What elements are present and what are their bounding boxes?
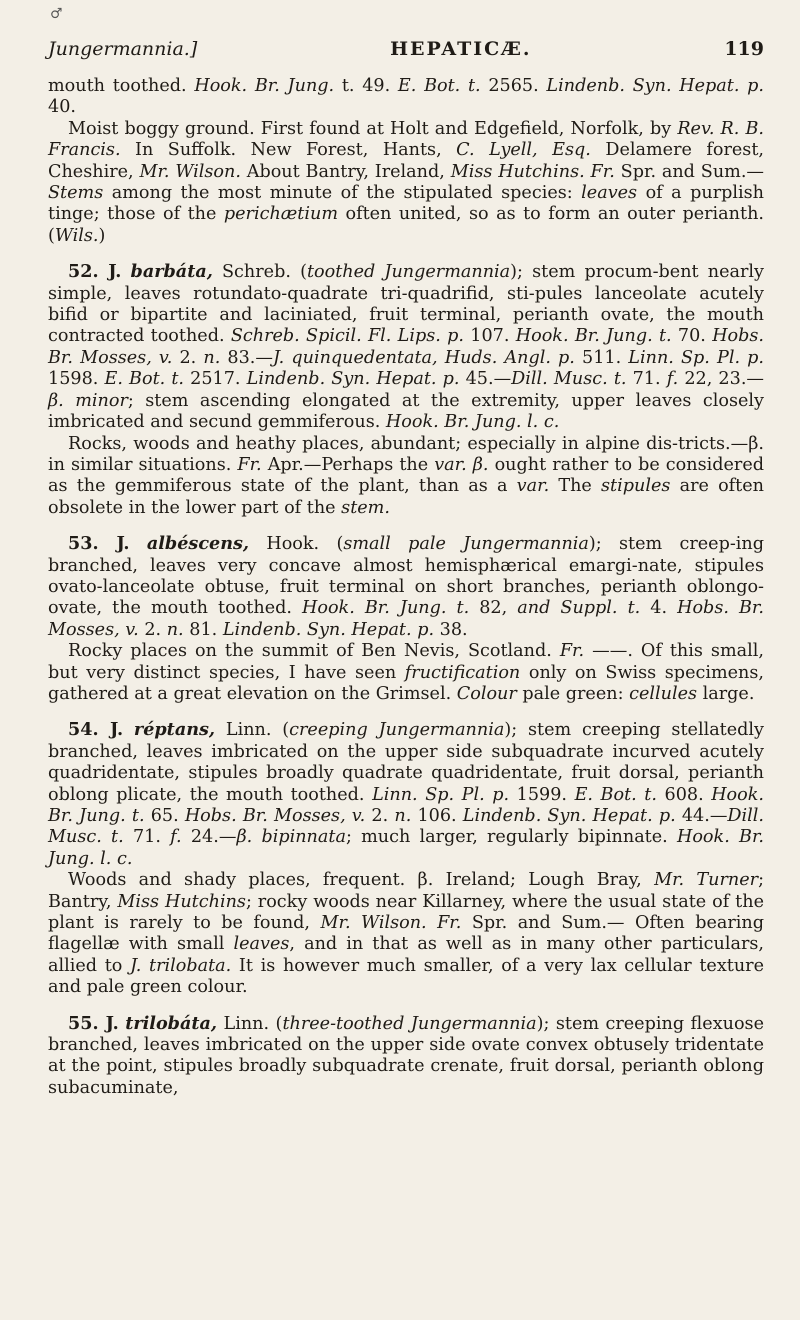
text-segment: mouth toothed.	[48, 76, 195, 96]
page-number: 119	[724, 38, 764, 60]
page-body	[48, 76, 764, 1099]
text-segment	[123, 720, 134, 740]
text-segment: ——. Of this small, but very distinct species, I have seen	[48, 641, 764, 683]
text-segment: large.	[697, 683, 755, 704]
text-segment: Linn. Sp. Pl. p.	[628, 347, 764, 368]
text-segment: 2.	[138, 619, 167, 640]
text-segment: Schreb. Spicil. Fl. Lips. p.	[230, 326, 465, 347]
text-segment: Hook. Br. Jung. t.	[515, 326, 672, 347]
text-segment: toothed Jungermannia	[306, 262, 511, 283]
text-segment: ; stem ascending elongated at the extremity, upper leaves closely imbricated and secund gemmiferous.	[48, 390, 764, 433]
paragraph-mouth	[48, 76, 764, 119]
text-segment: C. Lyell, Esq.	[456, 140, 591, 161]
text-segment: , and in that as well as in many other particulars, allied to	[48, 934, 764, 976]
text-segment	[121, 262, 130, 282]
text-segment: var.	[516, 476, 550, 497]
paragraph-55	[48, 1013, 764, 1100]
margin-mark: ♂	[50, 6, 63, 22]
text-segment: 53. J.	[68, 533, 130, 555]
text-segment: β. minor	[48, 390, 128, 411]
text-segment: Hook. Br. Jung. t.	[48, 784, 764, 826]
text-segment: creeping Jungermannia	[289, 720, 505, 741]
text-segment: The	[549, 476, 602, 497]
text-segment: 4.	[640, 598, 678, 619]
text-segment: ); stem procum-bent nearly simple, leaves rotundato-quadrate tri-quadrifid, sti-pules lanceolate acutely bifid or bipartite and laciniated, fruit terminal, perianth ovate, the mouth contracted toothed.	[48, 262, 764, 347]
text-segment: ); stem creeping stellatedly branched, leaves imbricated on the upper side subquadrate incurved acutely quadridentate, stipules broadly quadrate quadridentate, fruit dorsal, perianth oblong plicate, the mouth toothed.	[48, 720, 764, 805]
text-segment: Mr. Wilson.	[139, 161, 241, 182]
text-segment: Delamere forest, Cheshire,	[48, 140, 764, 182]
text-segment: Rocky places on the summit of Ben Nevis, Scotland.	[68, 641, 560, 662]
text-segment: 45.—	[459, 369, 512, 390]
text-segment: Hook. Br. Jung. l. c.	[385, 412, 560, 433]
text-segment: J. trilobata.	[130, 955, 232, 976]
text-segment: 71.	[123, 827, 171, 848]
text-segment: 71.	[626, 369, 667, 390]
text-segment: Woods and shady places, frequent. β. Ireland; Lough Bray,	[68, 870, 655, 891]
text-segment: In Suffolk. New Forest, Hants,	[120, 140, 457, 161]
header-family: HEPATICÆ.	[390, 38, 532, 60]
text-segment: f.	[170, 827, 182, 848]
text-segment: réptans,	[133, 719, 216, 741]
text-segment: 1598.	[48, 369, 105, 390]
text-segment: Schreb. (	[212, 262, 307, 283]
paragraph-moist	[48, 119, 764, 247]
text-segment: 22, 23.—	[678, 369, 765, 390]
text-segment: Rev. R. B. Francis.	[48, 118, 764, 161]
text-segment: Hook. Br. Jung. l. c.	[48, 827, 765, 869]
text-segment: E. Bot. t.	[397, 76, 481, 96]
text-segment: J. quinquedentata, Huds. Angl. p.	[272, 347, 575, 368]
text-segment: E. Bot. t.	[104, 369, 185, 390]
text-segment: Lindenb. Syn. Hepat. p.	[246, 369, 460, 390]
text-segment: Linn. (	[217, 1013, 283, 1034]
text-segment	[130, 534, 147, 554]
text-segment: Lindenb. Syn. Hepat. p.	[222, 619, 435, 640]
text-segment: Mr. Wilson. Fr.	[320, 913, 462, 934]
text-segment: fructification	[404, 662, 521, 683]
text-segment: and Suppl. t.	[517, 598, 641, 619]
text-segment: 44.—	[675, 806, 728, 826]
text-segment: Moist boggy ground. First found at Holt and Edgefield, Norfolk, by	[68, 118, 678, 139]
text-segment: 1599.	[509, 784, 575, 805]
text-segment: var. β.	[434, 454, 489, 475]
text-segment: 511.	[574, 347, 629, 368]
text-segment: Hobs. Br. Mosses, v.	[48, 326, 765, 368]
text-segment: Miss Hutchins. Fr.	[450, 161, 615, 182]
text-segment: 55. J.	[68, 1012, 119, 1034]
text-segment: 40.	[48, 97, 76, 118]
text-segment: 38.	[434, 619, 468, 640]
text-segment: Linn. Sp. Pl. p.	[372, 784, 510, 805]
text-segment: stem.	[341, 497, 390, 518]
text-segment: 65.	[144, 806, 185, 826]
text-segment: 24.—	[181, 827, 237, 848]
text-segment: Lindenb. Syn. Hepat. p.	[462, 806, 676, 826]
text-segment: 2517.	[184, 369, 247, 390]
text-segment: ); stem creep-ing branched, leaves very concave almost hemisphærical emargi-nate, stipules ovato-lanceolate obtuse, fruit terminal on short branches, perianth oblongo-ovate, the mouth toothed.	[48, 534, 765, 619]
text-segment: Apr.—Perhaps the	[261, 454, 435, 475]
paragraph-52	[48, 261, 764, 433]
text-segment: )	[98, 225, 106, 246]
text-segment: β. bipinnata	[236, 827, 346, 848]
text-segment: Fr.	[237, 454, 262, 475]
text-segment: only on Swiss specimens, gathered at a great elevation on the Grimsel.	[48, 662, 765, 704]
text-segment: 2.	[172, 347, 204, 368]
text-segment: Spr. and Sum.—	[614, 161, 765, 182]
text-segment: ); stem creeping flexuose branched, leaves imbricated on the upper side ovate convex obtusely tridentate at the point, stipules broadly subquadrate crenate, fruit dorsal, perianth oblong subacuminate,	[48, 1013, 764, 1098]
paragraph-rocky	[48, 641, 764, 705]
text-segment: Hook. Br. Jung. t.	[302, 598, 470, 619]
text-segment: Rocks, woods and heathy places, abundant; especially in alpine dis-tricts.—β. in similar situations.	[48, 433, 764, 475]
text-segment: 82,	[469, 598, 518, 619]
text-segment: 83.—	[220, 347, 273, 368]
text-segment: of a purplish tinge; those of the	[48, 183, 764, 225]
running-header	[48, 38, 764, 70]
text-segment: Spr. and Sum.— Often bearing flagellæ with small	[48, 913, 764, 955]
text-segment: Lindenb. Syn. Hepat. p.	[546, 76, 764, 96]
text-segment: Hook. Br. Jung.	[194, 76, 335, 96]
text-segment: Dill. Musc. t.	[48, 806, 765, 848]
text-segment: 70.	[671, 326, 713, 347]
text-segment: albéscens,	[146, 533, 250, 555]
text-segment: 52. J.	[68, 261, 122, 283]
text-segment: 54. J.	[68, 719, 124, 741]
paragraph-rocks	[48, 434, 764, 520]
text-segment: 2.	[365, 806, 395, 826]
text-segment: small pale Jungermannia	[343, 534, 589, 555]
text-segment: ; Bantry,	[48, 870, 764, 912]
text-segment: 81.	[183, 619, 223, 640]
text-segment: Linn. (	[215, 720, 290, 741]
text-segment: Colour	[456, 683, 517, 704]
text-segment: pale green:	[516, 683, 630, 704]
paragraph-54	[48, 719, 764, 870]
text-segment: n.	[203, 347, 221, 368]
text-segment: ; rocky woods near Killarney, where the usual state of the plant is rarely to be found,	[48, 891, 764, 934]
text-segment: Mr. Turner	[654, 870, 759, 891]
text-segment: ; much larger, regularly bipinnate.	[345, 827, 677, 848]
text-segment: About Bantry, Ireland,	[240, 161, 451, 182]
text-segment: leaves	[581, 183, 638, 204]
text-segment: 2565.	[480, 76, 547, 96]
text-segment: are often obsolete in the lower part of the	[48, 476, 764, 518]
text-segment: among the most minute of the stipulated species:	[103, 183, 582, 204]
text-segment: It is however much smaller, of a very lax cellular texture and pale green colour.	[48, 955, 764, 998]
text-segment: Hook. (	[249, 534, 344, 555]
text-segment: perichætium	[223, 204, 339, 225]
text-segment: 608.	[656, 784, 712, 805]
text-segment: 106.	[411, 806, 463, 826]
text-segment: f.	[666, 369, 679, 390]
text-segment: n.	[166, 619, 184, 640]
text-segment: n.	[394, 806, 412, 826]
paragraph-53	[48, 533, 764, 641]
text-segment: ought rather to be considered as the gemmiferous state of the plant, than as a	[48, 454, 764, 497]
text-segment: stipules	[601, 476, 671, 497]
text-segment: 107.	[464, 326, 516, 347]
text-segment: barbáta,	[130, 261, 213, 283]
text-segment: trilobáta,	[125, 1012, 218, 1034]
header-genus: Jungermannia.]	[48, 38, 198, 60]
text-segment: leaves	[233, 934, 290, 955]
text-segment: Stems	[48, 183, 104, 204]
text-segment: Dill. Musc. t.	[511, 369, 627, 390]
text-segment: Miss Hutchins	[117, 891, 246, 912]
text-segment: Fr.	[559, 641, 585, 662]
text-segment: three-toothed Jungermannia	[282, 1013, 537, 1034]
text-segment: t. 49.	[334, 76, 398, 96]
text-segment: Hobs. Br. Mosses, v.	[184, 806, 366, 826]
paragraph-woods	[48, 870, 764, 998]
text-segment: Hobs. Br. Mosses, v.	[48, 598, 764, 640]
text-segment: often united, so as to form an outer perianth. (	[48, 204, 764, 246]
text-segment: Wils.	[54, 225, 99, 246]
text-segment: E. Bot. t.	[574, 784, 657, 805]
text-segment: cellules	[629, 683, 698, 704]
